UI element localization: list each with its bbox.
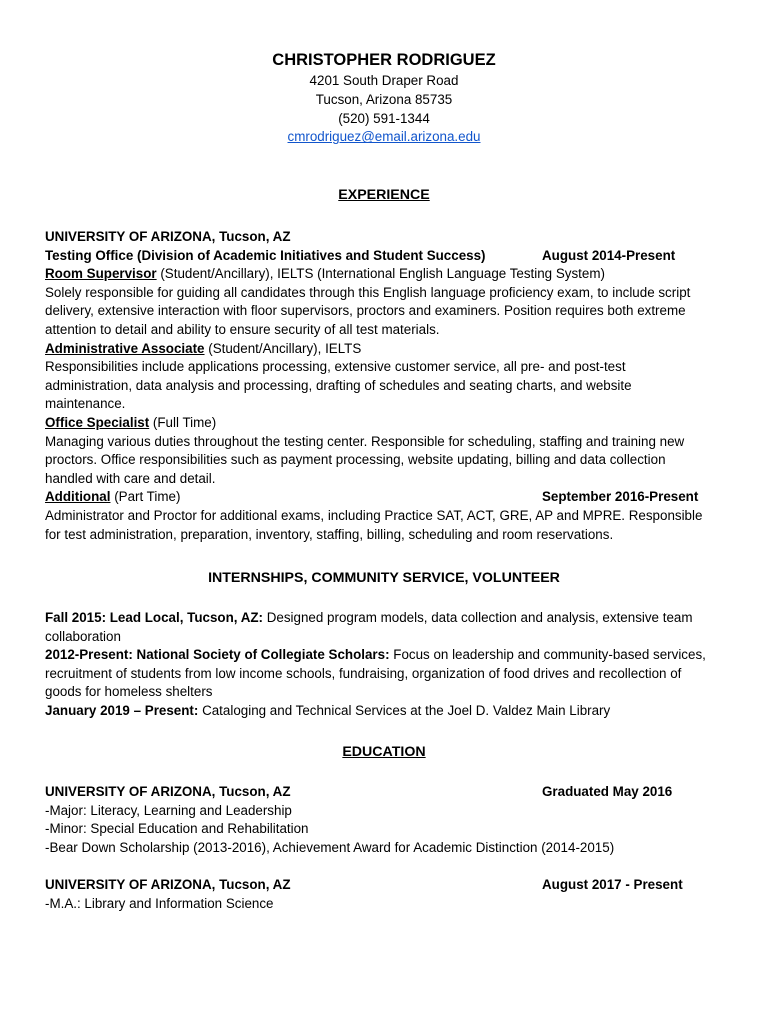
experience-heading: EXPERIENCE xyxy=(338,187,430,203)
education-heading: EDUCATION xyxy=(342,744,426,760)
role-desc-line: for test administration, preparation, inventory, staffing, billing, scheduling and room reservations. xyxy=(45,526,614,542)
address-line-1: 4201 South Draper Road xyxy=(309,73,459,88)
resume-header xyxy=(0,49,768,147)
education-org-row xyxy=(45,876,725,895)
role-date: September 2016-Present xyxy=(542,489,699,505)
phone-number: (520) 591-1344 xyxy=(338,110,430,126)
role-detail: (Student/Ancillary), IELTS (International English Language Testing System) xyxy=(156,266,605,282)
education-org: UNIVERSITY OF ARIZONA, Tucson, AZ xyxy=(45,877,291,893)
candidate-name: CHRISTOPHER RODRIGUEZ xyxy=(272,51,496,69)
internships-heading: INTERNSHIPS, COMMUNITY SERVICE, VOLUNTEER xyxy=(208,570,560,586)
internship-text-line: collaboration xyxy=(45,628,121,644)
education-date: Graduated May 2016 xyxy=(542,784,673,799)
internship-item xyxy=(45,646,725,665)
role-title-row xyxy=(45,265,725,284)
experience-org: UNIVERSITY OF ARIZONA, Tucson, AZ xyxy=(45,229,291,244)
internship-item xyxy=(45,609,725,628)
education-org-row xyxy=(45,783,725,802)
role-detail: (Part Time) xyxy=(110,489,181,505)
role-desc-line: Responsibilities include applications processing, extensive customer service, all pre- and post-test xyxy=(45,359,626,375)
education-org: UNIVERSITY OF ARIZONA, Tucson, AZ xyxy=(45,784,291,799)
role-desc-line: Administrator and Proctor for additional exams, including Practice SAT, ACT, GRE, AP and MPRE. Responsible xyxy=(45,507,703,523)
role-desc-line: maintenance. xyxy=(45,396,126,412)
role-desc-line: proctors. Office responsibilities such as payment processing, website updating, billing and data collection xyxy=(45,452,666,468)
internship-item xyxy=(45,702,725,721)
internship-label: January 2019 – Present: xyxy=(45,702,199,718)
education-line: -Bear Down Scholarship (2013-2016), Achievement Award for Academic Distinction (2014-2015) xyxy=(45,839,615,855)
education-line: -M.A.: Library and Information Science xyxy=(45,895,274,911)
role-desc-line: attention to detail and ability to ensure security of all test materials. xyxy=(45,321,440,337)
email-link[interactable]: cmrodriguez@email.arizona.edu xyxy=(287,129,481,145)
internship-label: Fall 2015: Lead Local, Tucson, AZ: xyxy=(45,610,264,625)
internship-text-line: recruitment of students from low income schools, fundraising, organization of food drives and recollection of xyxy=(45,665,682,681)
internship-text: Cataloging and Technical Services at the Joel D. Valdez Main Library xyxy=(198,702,611,718)
experience-section xyxy=(45,228,725,544)
experience-office-row xyxy=(45,247,725,266)
internship-text: Designed program models, data collection and analysis, extensive team xyxy=(263,610,693,625)
role-desc-line: delivery, extensive interaction with floor supervisors, proctors and examiners. Position requires both extreme xyxy=(45,303,686,319)
role-detail: (Full Time) xyxy=(149,414,217,430)
role-title-row xyxy=(45,488,725,507)
education-line: -Minor: Special Education and Rehabilitation xyxy=(45,821,309,837)
role-title: Additional xyxy=(45,489,111,505)
internship-text-line: goods for homeless shelters xyxy=(45,684,213,700)
address-line-2: Tucson, Arizona 85735 xyxy=(315,91,453,107)
role-desc-line: Solely responsible for guiding all candidates through this English language proficiency exam, to include script xyxy=(45,284,691,300)
experience-office: Testing Office (Division of Academic Initiatives and Student Success) xyxy=(45,247,486,263)
role-title: Room Supervisor xyxy=(45,266,157,282)
experience-office-date: August 2014-Present xyxy=(542,247,676,263)
role-desc-line: handled with care and detail. xyxy=(45,470,216,486)
education-line: -Major: Literacy, Learning and Leadership xyxy=(45,802,292,818)
role-detail: (Student/Ancillary), IELTS xyxy=(204,340,362,356)
role-title: Administrative Associate xyxy=(45,340,205,356)
internship-label: 2012-Present: National Society of Collegiate Scholars: xyxy=(45,647,390,663)
education-date: August 2017 - Present xyxy=(542,877,683,893)
role-title: Office Specialist xyxy=(45,414,150,430)
role-desc-line: Managing various duties throughout the testing center. Responsible for scheduling, staffing and training new xyxy=(45,433,685,449)
role-title-row xyxy=(45,414,725,433)
education-section xyxy=(45,783,725,914)
internships-section xyxy=(45,609,725,721)
internship-text: Focus on leadership and community-based services, xyxy=(389,647,706,663)
role-title-row xyxy=(45,340,725,359)
role-desc-line: administration, data analysis and processing, drafting of schedules and seating charts, and website xyxy=(45,377,632,393)
